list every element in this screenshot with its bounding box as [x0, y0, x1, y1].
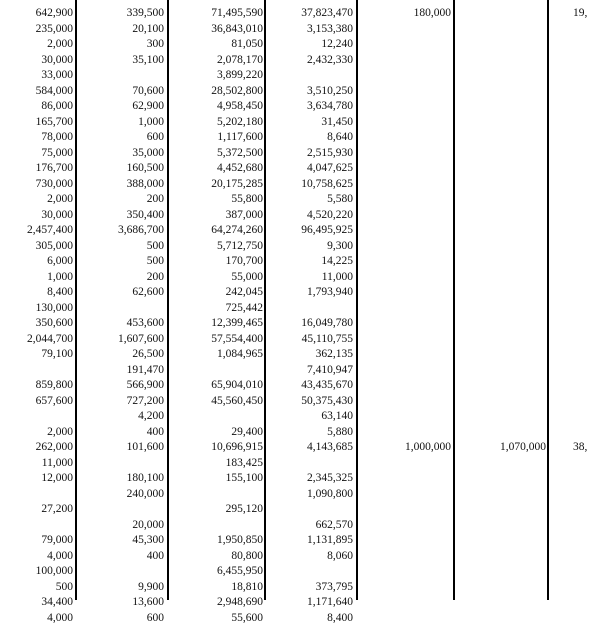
table-cell: 4,000	[47, 549, 73, 565]
table-cell: 295,120	[226, 502, 263, 518]
table-cell: 262,000	[36, 440, 73, 456]
table-cell: 859,800	[36, 378, 73, 394]
table-cell: 37,823,470	[301, 6, 353, 22]
table-cell: 8,060	[327, 549, 353, 565]
table-cell: 5,580	[327, 192, 353, 208]
table-row	[0, 316, 600, 332]
table-cell: 55,600	[231, 611, 263, 626]
table-cell: 20,175,285	[211, 177, 263, 193]
table-row	[0, 611, 600, 626]
table-row	[0, 208, 600, 224]
table-row	[0, 223, 600, 239]
table-cell: 242,045	[226, 285, 263, 301]
table-row	[0, 409, 600, 425]
table-cell: 12,399,465	[211, 316, 263, 332]
table-cell: 1,950,850	[217, 533, 263, 549]
table-cell: 79,000	[41, 533, 73, 549]
table-row	[0, 84, 600, 100]
table-cell: 5,202,180	[217, 115, 263, 131]
table-row	[0, 254, 600, 270]
table-cell: 71,495,590	[211, 6, 263, 22]
table-cell: 55,800	[231, 192, 263, 208]
table-cell: 400	[147, 549, 164, 565]
table-cell: 1,607,600	[118, 332, 164, 348]
table-cell: 100,000	[36, 564, 73, 580]
table-cell: 566,900	[127, 378, 164, 394]
table-row	[0, 363, 600, 379]
table-row	[0, 564, 600, 580]
table-cell: 180,100	[127, 471, 164, 487]
table-cell: 10,758,625	[301, 177, 353, 193]
table-cell: 30,000	[41, 208, 73, 224]
table-cell: 35,000	[132, 146, 164, 162]
table-cell: 4,452,680	[217, 161, 263, 177]
table-cell: 3,153,380	[307, 22, 353, 38]
table-cell: 7,410,947	[307, 363, 353, 379]
table-cell: 500	[147, 239, 164, 255]
table-cell: 10,696,915	[211, 440, 263, 456]
table-cell: 5,880	[327, 425, 353, 441]
table-row	[0, 68, 600, 84]
table-cell: 6,455,950	[217, 564, 263, 580]
table-cell: 362,135	[316, 347, 353, 363]
table-cell: 96,495,925	[301, 223, 353, 239]
table-cell: 1,171,640	[307, 595, 353, 611]
table-cell: 4,047,625	[307, 161, 353, 177]
table-row	[0, 192, 600, 208]
table-cell: 1,117,600	[217, 130, 263, 146]
table-cell: 200	[147, 270, 164, 286]
table-cell: 31,450	[321, 115, 353, 131]
table-row	[0, 425, 600, 441]
table-cell: 28,502,800	[211, 84, 263, 100]
table-row	[0, 239, 600, 255]
table-cell: 235,000	[36, 22, 73, 38]
table-cell: 4,520,220	[307, 208, 353, 224]
table-row	[0, 285, 600, 301]
table-row	[0, 518, 600, 534]
table-cell: 9,300	[327, 239, 353, 255]
table-cell: 160,500	[127, 161, 164, 177]
table-cell: 130,000	[36, 301, 73, 317]
table-row	[0, 502, 600, 518]
table-cell: 57,554,400	[211, 332, 263, 348]
table-cell: 11,000	[42, 456, 73, 472]
table-cell: 657,600	[36, 394, 73, 410]
table-cell: 63,140	[321, 409, 353, 425]
table-row	[0, 347, 600, 363]
table-cell: 9,900	[138, 580, 164, 596]
table-cell: 64,274,260	[211, 223, 263, 239]
table-cell: 38,	[573, 440, 587, 456]
table-cell: 200	[147, 192, 164, 208]
table-cell: 500	[56, 580, 73, 596]
table-cell: 2,000	[47, 425, 73, 441]
table-cell: 400	[147, 425, 164, 441]
table-cell: 2,000	[47, 37, 73, 53]
table-row	[0, 146, 600, 162]
table-cell: 388,000	[127, 177, 164, 193]
table-row	[0, 270, 600, 286]
table-cell: 176,700	[36, 161, 73, 177]
table-cell: 1,000,000	[405, 440, 451, 456]
table-row	[0, 394, 600, 410]
table-cell: 191,470	[127, 363, 164, 379]
table-cell: 730,000	[36, 177, 73, 193]
table-cell: 27,200	[41, 502, 73, 518]
table-cell: 4,143,685	[307, 440, 353, 456]
table-cell: 11,000	[322, 270, 353, 286]
table-cell: 4,000	[47, 611, 73, 626]
table-cell: 50,375,430	[301, 394, 353, 410]
table-cell: 453,600	[127, 316, 164, 332]
table-cell: 584,000	[36, 84, 73, 100]
table-cell: 14,225	[321, 254, 353, 270]
table-row	[0, 533, 600, 549]
table-cell: 3,634,780	[307, 99, 353, 115]
table-row	[0, 115, 600, 131]
table-cell: 2,948,690	[217, 595, 263, 611]
table-row	[0, 332, 600, 348]
table-cell: 387,000	[226, 208, 263, 224]
table-cell: 62,900	[132, 99, 164, 115]
table-cell: 727,200	[127, 394, 164, 410]
table-cell: 240,000	[127, 487, 164, 503]
table-cell: 3,899,220	[217, 68, 263, 84]
table-cell: 2,457,400	[27, 223, 73, 239]
table-row	[0, 177, 600, 193]
table-cell: 101,600	[127, 440, 164, 456]
table-cell: 300	[147, 37, 164, 53]
table-cell: 18,810	[231, 580, 263, 596]
table-cell: 2,432,330	[307, 53, 353, 69]
table-row	[0, 22, 600, 38]
table-cell: 5,372,500	[217, 146, 263, 162]
table-cell: 35,100	[132, 53, 164, 69]
table-cell: 26,500	[132, 347, 164, 363]
table-cell: 350,600	[36, 316, 73, 332]
table-row	[0, 580, 600, 596]
table-cell: 65,904,010	[211, 378, 263, 394]
table-row	[0, 471, 600, 487]
table-cell: 1,000	[47, 270, 73, 286]
table-cell: 373,795	[316, 580, 353, 596]
table-cell: 1,090,800	[307, 487, 353, 503]
table-cell: 36,843,010	[211, 22, 263, 38]
table-cell: 725,442	[226, 301, 263, 317]
table-cell: 8,640	[327, 130, 353, 146]
table-cell: 600	[147, 611, 164, 626]
table-cell: 1,070,000	[500, 440, 546, 456]
table-cell: 75,000	[41, 146, 73, 162]
table-cell: 20,000	[132, 518, 164, 534]
table-cell: 662,570	[316, 518, 353, 534]
table-cell: 4,958,450	[217, 99, 263, 115]
table-cell: 2,044,700	[27, 332, 73, 348]
table-cell: 8,400	[327, 611, 353, 626]
table-cell: 6,000	[47, 254, 73, 270]
table-row	[0, 301, 600, 317]
table-row	[0, 595, 600, 611]
table-cell: 12,240	[321, 37, 353, 53]
table-row	[0, 130, 600, 146]
table-row	[0, 53, 600, 69]
table-cell: 30,000	[41, 53, 73, 69]
table-cell: 3,686,700	[118, 223, 164, 239]
table-cell: 34,400	[41, 595, 73, 611]
table-cell: 81,050	[231, 37, 263, 53]
table-cell: 350,400	[127, 208, 164, 224]
table-cell: 62,600	[132, 285, 164, 301]
table-cell: 1,131,895	[307, 533, 353, 549]
table-cell: 19,	[573, 6, 587, 22]
table-cell: 20,100	[132, 22, 164, 38]
table-cell: 45,560,450	[211, 394, 263, 410]
table-cell: 165,700	[36, 115, 73, 131]
table-row	[0, 6, 600, 22]
table-cell: 8,400	[47, 285, 73, 301]
table-cell: 2,078,170	[217, 53, 263, 69]
table-cell: 2,345,325	[307, 471, 353, 487]
table-cell: 3,510,250	[307, 84, 353, 100]
table-cell: 55,000	[231, 270, 263, 286]
table-cell: 4,200	[138, 409, 164, 425]
table-cell: 45,300	[132, 533, 164, 549]
table-cell: 29,400	[231, 425, 263, 441]
table-cell: 86,000	[41, 99, 73, 115]
table-row	[0, 487, 600, 503]
table-cell: 43,435,670	[301, 378, 353, 394]
table-cell: 339,500	[127, 6, 164, 22]
table-row	[0, 99, 600, 115]
table-cell: 80,800	[231, 549, 263, 565]
table-cell: 183,425	[226, 456, 263, 472]
table-cell: 16,049,780	[301, 316, 353, 332]
table-cell: 78,000	[41, 130, 73, 146]
table-cell: 170,700	[226, 254, 263, 270]
table-cell: 12,000	[41, 471, 73, 487]
table-cell: 70,600	[132, 84, 164, 100]
table-cell: 1,793,940	[307, 285, 353, 301]
table-cell: 2,000	[47, 192, 73, 208]
table-cell: 13,600	[132, 595, 164, 611]
table-cell: 79,100	[41, 347, 73, 363]
table-row	[0, 549, 600, 565]
table-cell: 33,000	[41, 68, 73, 84]
table-cell: 600	[147, 130, 164, 146]
table-cell: 1,000	[138, 115, 164, 131]
table-row	[0, 161, 600, 177]
table-cell: 45,110,755	[302, 332, 353, 348]
table-cell: 305,000	[36, 239, 73, 255]
table-cell: 642,900	[36, 6, 73, 22]
table-cell: 5,712,750	[217, 239, 263, 255]
table-cell: 180,000	[414, 6, 451, 22]
table-cell: 2,515,930	[307, 146, 353, 162]
table-cell: 1,084,965	[217, 347, 263, 363]
table-cell: 500	[147, 254, 164, 270]
table-cell: 155,100	[226, 471, 263, 487]
table-row	[0, 456, 600, 472]
table-row	[0, 37, 600, 53]
table-row	[0, 440, 600, 456]
table-row	[0, 378, 600, 394]
